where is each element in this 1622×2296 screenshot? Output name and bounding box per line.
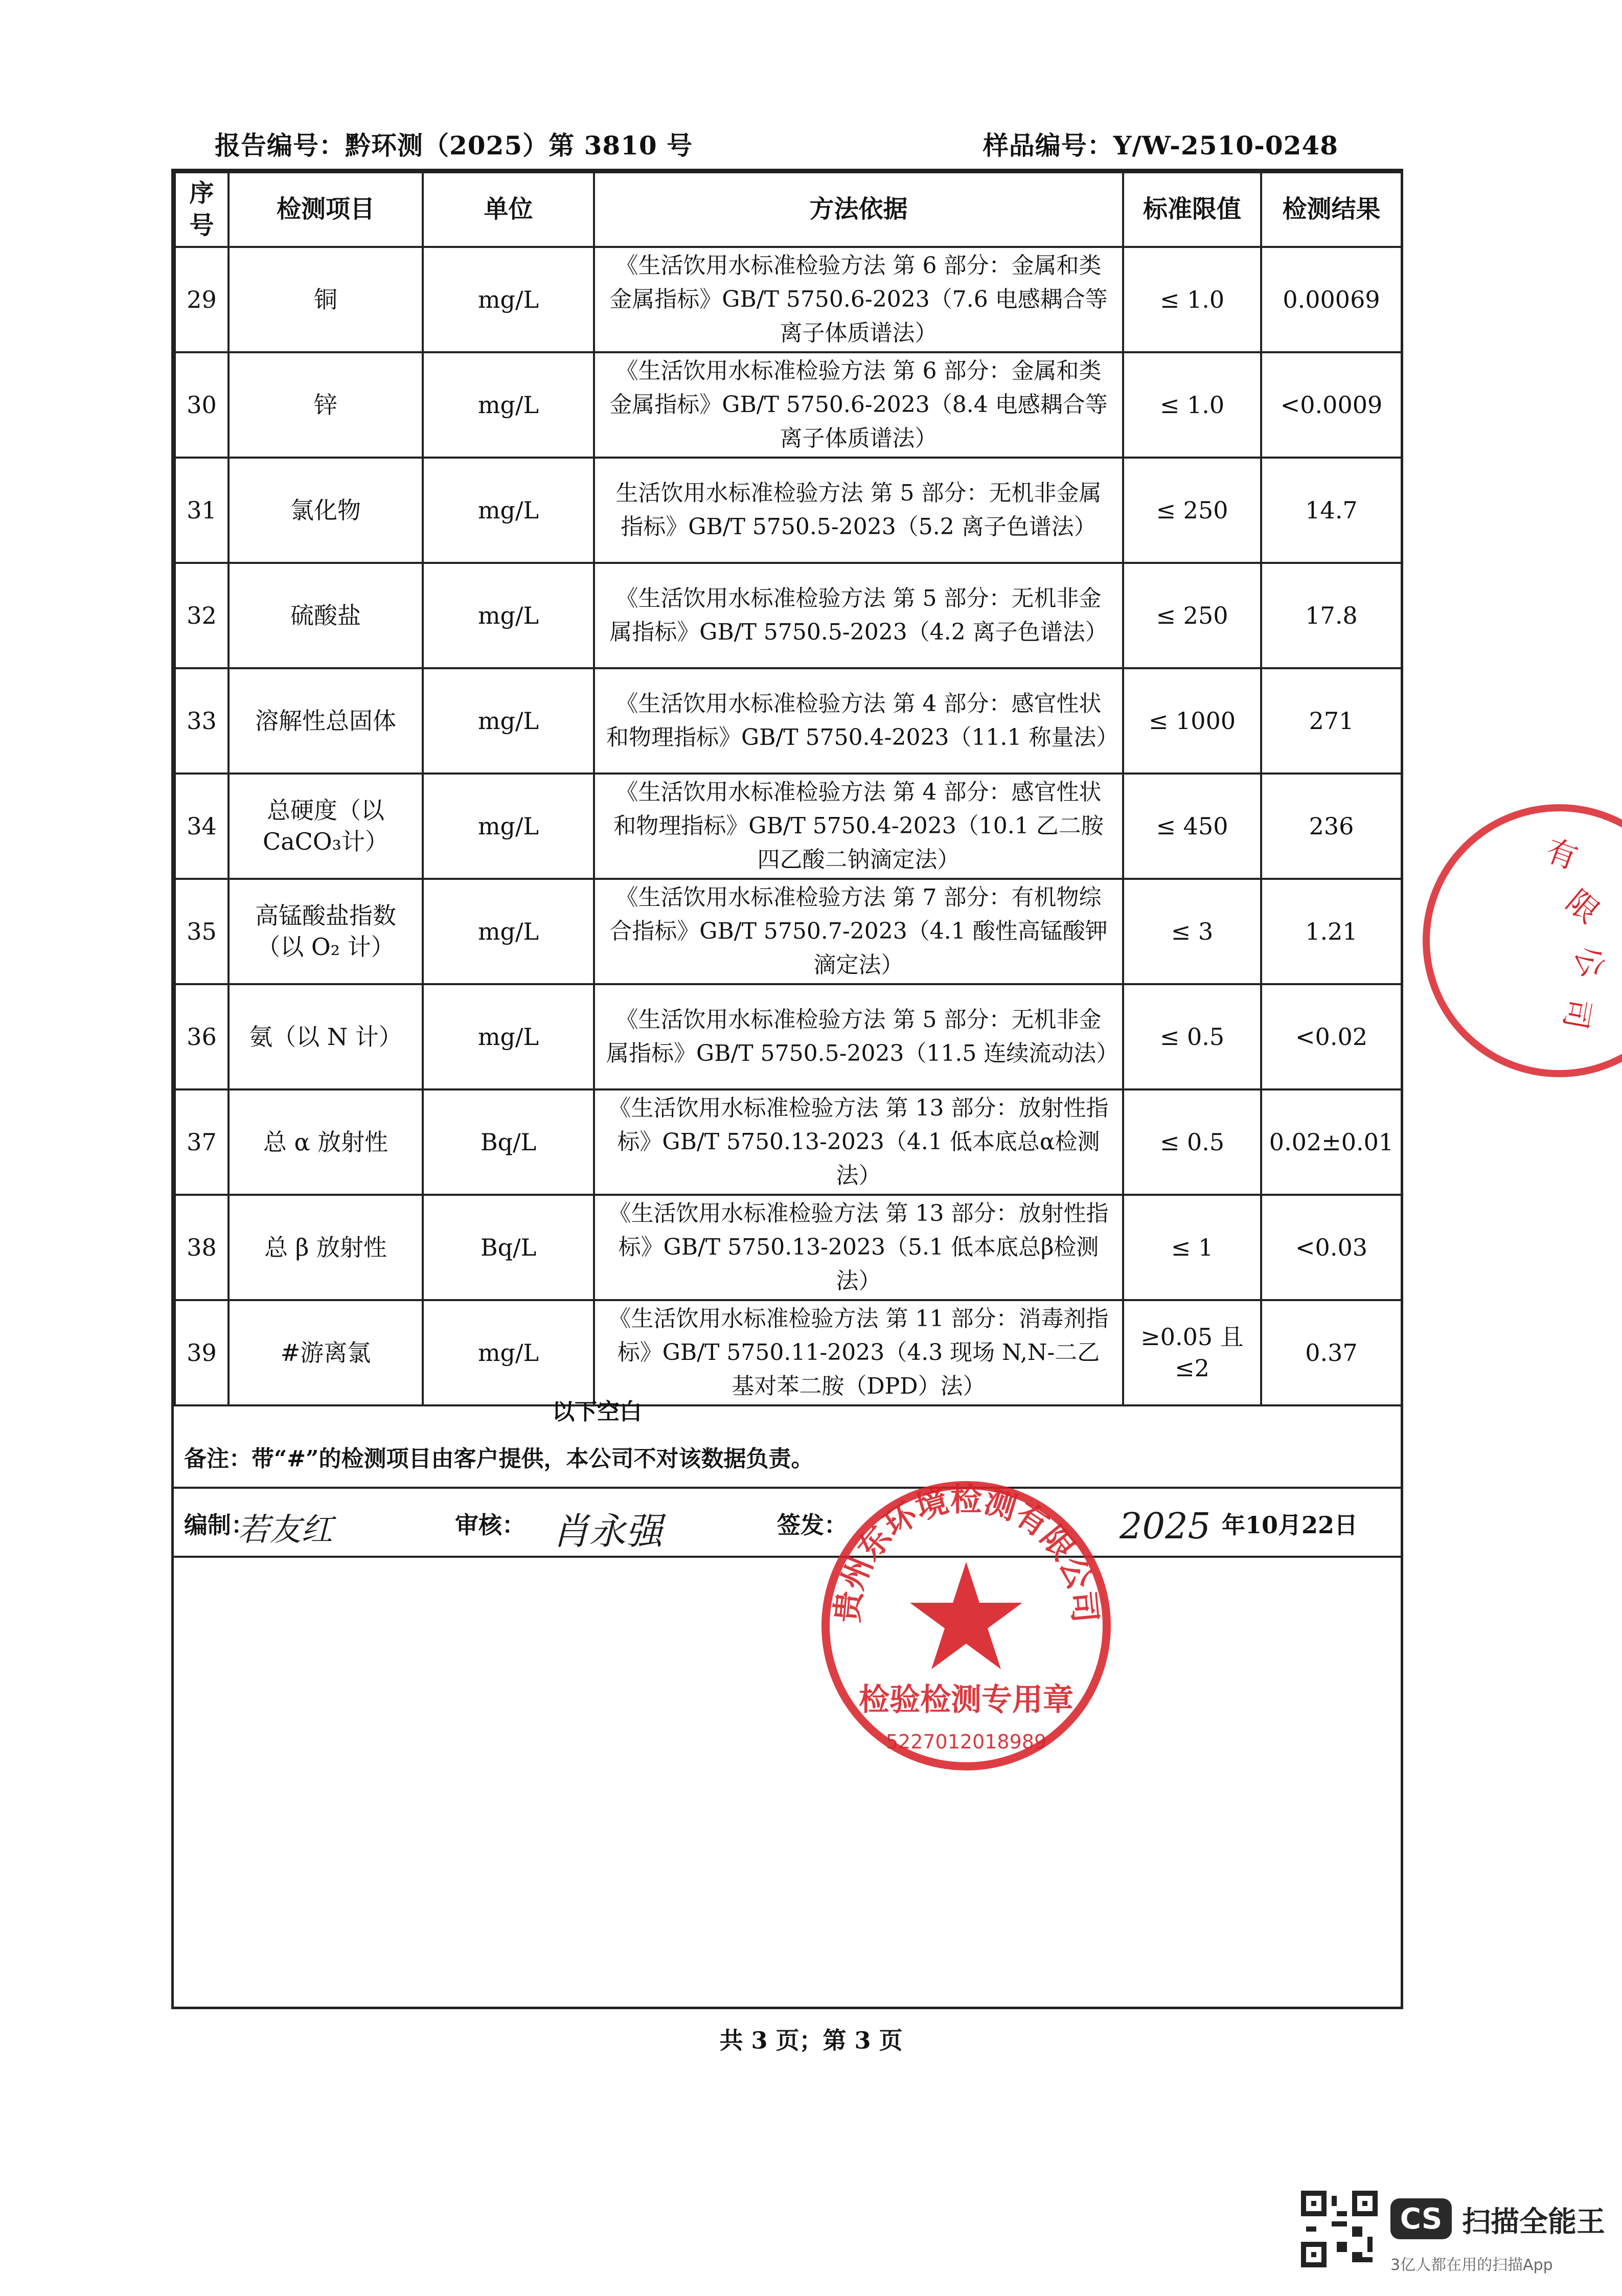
col-header-no: 序号 — [175, 172, 229, 247]
cell-item: 总 α 放射性 — [229, 1089, 423, 1195]
cell-item: 总硬度（以CaCO₃计） — [229, 774, 423, 879]
date-year-handwritten: 2025 — [1120, 1505, 1211, 1547]
signature-row — [174, 1489, 1401, 1558]
cell-item: 氨（以 N 计） — [229, 984, 423, 1089]
scanner-tagline: 3亿人都在用的扫描App — [1390, 2256, 1553, 2274]
cell-result: 14.7 — [1261, 458, 1402, 563]
company-seal-edge — [1390, 798, 1622, 1084]
cell-result: 0.37 — [1261, 1300, 1402, 1405]
table-row — [175, 1195, 1402, 1300]
cell-method: 《生活饮用水标准检验方法 第 6 部分：金属和类金属指标》GB/T 5750.6-2023（8.4 电感耦合等离子体质谱法） — [594, 352, 1123, 458]
compiler-signature: 若友红 — [238, 1511, 333, 1548]
cell-limit: ≤ 450 — [1123, 774, 1261, 879]
col-header-method: 方法依据 — [594, 172, 1123, 247]
scanner-app-name: 扫描全能王 — [1462, 2206, 1605, 2239]
cell-limit: ≤ 0.5 — [1123, 1089, 1261, 1195]
issue-label: 签发： — [777, 1511, 848, 1539]
inspection-seal — [813, 1472, 1120, 1779]
qr-code-icon — [1301, 2191, 1378, 2267]
cell-result: 17.8 — [1261, 563, 1402, 668]
star-icon — [910, 1562, 1022, 1669]
cell-item: 溶解性总固体 — [229, 668, 423, 774]
table-row — [175, 352, 1402, 458]
col-header-limit: 标准限值 — [1123, 172, 1261, 247]
cell-no: 35 — [175, 879, 229, 984]
cell-limit: ≤ 250 — [1123, 563, 1261, 668]
table-row — [175, 774, 1402, 879]
cell-unit: mg/L — [423, 1300, 594, 1405]
cell-item: 锌 — [229, 352, 423, 458]
cell-method: 《生活饮用水标准检验方法 第 13 部分：放射性指标》GB/T 5750.13-2023（5.1 低本底总β检测法） — [594, 1195, 1123, 1300]
cell-method: 《生活饮用水标准检验方法 第 13 部分：放射性指标》GB/T 5750.13-2023（4.1 低本底总α检测法） — [594, 1089, 1123, 1195]
seal-number-text: 5227012018989 — [885, 1731, 1047, 1753]
table-row — [175, 247, 1402, 352]
cell-limit: ≤ 1 — [1123, 1195, 1261, 1300]
col-header-result: 检测结果 — [1261, 172, 1402, 247]
cell-unit: mg/L — [423, 247, 594, 352]
cell-result: 0.02±0.01 — [1261, 1089, 1402, 1195]
svg-text:限: 限 — [1559, 883, 1606, 931]
cell-unit: Bq/L — [423, 1089, 594, 1195]
cell-no: 32 — [175, 563, 229, 668]
cell-limit: ≤ 0.5 — [1123, 984, 1261, 1089]
cell-result: 236 — [1261, 774, 1402, 879]
cell-result: <0.03 — [1261, 1195, 1402, 1300]
cell-unit: mg/L — [423, 458, 594, 563]
report-number: 报告编号：黔环测（2025）第 3810 号 — [215, 130, 693, 161]
cell-item: 硫酸盐 — [229, 563, 423, 668]
review-label: 审核： — [455, 1511, 526, 1539]
cell-unit: mg/L — [423, 668, 594, 774]
cell-no: 37 — [175, 1089, 229, 1195]
table-row — [175, 458, 1402, 563]
cell-item: 总 β 放射性 — [229, 1195, 423, 1300]
cell-limit: ≤ 3 — [1123, 879, 1261, 984]
svg-text:司: 司 — [1556, 995, 1597, 1032]
results-table — [174, 171, 1403, 1406]
cell-method: 《生活饮用水标准检验方法 第 7 部分：有机物综合指标》GB/T 5750.7-2023（4.1 酸性高锰酸钾滴定法） — [594, 879, 1123, 984]
cell-no: 29 — [175, 247, 229, 352]
cell-limit: ≤ 1.0 — [1123, 247, 1261, 352]
table-row — [175, 563, 1402, 668]
col-header-unit: 单位 — [423, 172, 594, 247]
cell-unit: mg/L — [423, 352, 594, 458]
cell-unit: mg/L — [423, 774, 594, 879]
sample-number: 样品编号：Y/W-2510-0248 — [983, 130, 1338, 161]
cell-no: 31 — [175, 458, 229, 563]
blank-below-note: 以下空白 — [552, 1399, 642, 1425]
cell-unit: Bq/L — [423, 1195, 594, 1300]
seal-purpose-text: 检验检测专用章 — [859, 1682, 1073, 1718]
col-header-item: 检测项目 — [229, 172, 423, 247]
cell-method: 《生活饮用水标准检验方法 第 11 部分：消毒剂指标》GB/T 5750.11-2023（4.3 现场 N,N-二乙基对苯二胺（DPD）法） — [594, 1300, 1123, 1405]
cell-limit: ≤ 1000 — [1123, 668, 1261, 774]
table-row — [175, 1089, 1402, 1195]
cell-no: 38 — [175, 1195, 229, 1300]
cell-method: 《生活饮用水标准检验方法 第 6 部分：金属和类金属指标》GB/T 5750.6-2023（7.6 电感耦合等离子体质谱法） — [594, 247, 1123, 352]
cell-no: 34 — [175, 774, 229, 879]
cell-no: 33 — [175, 668, 229, 774]
cell-limit: ≥0.05 且 ≤2 — [1123, 1300, 1261, 1405]
camscanner-logo-icon: CS — [1390, 2198, 1452, 2239]
cell-unit: mg/L — [423, 563, 594, 668]
cell-result: 1.21 — [1261, 879, 1402, 984]
table-row — [175, 984, 1402, 1089]
reviewer-signature: 肖永强 — [552, 1510, 663, 1553]
remarks: 备注：带“#”的检测项目由客户提供，本公司不对该数据负责。 — [174, 1426, 1401, 1489]
cell-result: 0.00069 — [1261, 247, 1402, 352]
table-row — [175, 1300, 1402, 1405]
svg-text:有: 有 — [1541, 832, 1583, 877]
seal-company-text: 贵州东环境检测有限公司 — [828, 1481, 1104, 1625]
cell-no: 39 — [175, 1300, 229, 1405]
table-row — [175, 668, 1402, 774]
date-label: 年10月22日 — [1222, 1511, 1358, 1539]
cell-result: <0.02 — [1261, 984, 1402, 1089]
page-footer: 共 3 页；第 3 页 — [719, 2027, 903, 2054]
cell-item: 高锰酸盐指数（以 O₂ 计） — [229, 879, 423, 984]
cell-no: 36 — [175, 984, 229, 1089]
cell-unit: mg/L — [423, 879, 594, 984]
svg-text:公: 公 — [1567, 941, 1612, 983]
table-row — [175, 879, 1402, 984]
cell-limit: ≤ 1.0 — [1123, 352, 1261, 458]
cell-item: 氯化物 — [229, 458, 423, 563]
cell-unit: mg/L — [423, 984, 594, 1089]
cell-method: 《生活饮用水标准检验方法 第 4 部分：感官性状和物理指标》GB/T 5750.4-2023（11.1 称量法） — [594, 668, 1123, 774]
cell-result: <0.0009 — [1261, 352, 1402, 458]
cell-limit: ≤ 250 — [1123, 458, 1261, 563]
compile-label: 编制： — [184, 1511, 255, 1539]
cell-item: 铜 — [229, 247, 423, 352]
report-frame — [171, 169, 1403, 2009]
table-header-row — [175, 172, 1402, 247]
cell-method: 生活饮用水标准检验方法 第 5 部分：无机非金属指标》GB/T 5750.5-2023（5.2 离子色谱法） — [594, 458, 1123, 563]
cell-method: 《生活饮用水标准检验方法 第 5 部分：无机非金属指标》GB/T 5750.5-2023（11.5 连续流动法） — [594, 984, 1123, 1089]
cell-method: 《生活饮用水标准检验方法 第 5 部分：无机非金属指标》GB/T 5750.5-2023（4.2 离子色谱法） — [594, 563, 1123, 668]
cell-method: 《生活饮用水标准检验方法 第 4 部分：感官性状和物理指标》GB/T 5750.4-2023（10.1 乙二胺四乙酸二钠滴定法） — [594, 774, 1123, 879]
cell-item: #游离氯 — [229, 1300, 423, 1405]
cell-no: 30 — [175, 352, 229, 458]
cell-result: 271 — [1261, 668, 1402, 774]
